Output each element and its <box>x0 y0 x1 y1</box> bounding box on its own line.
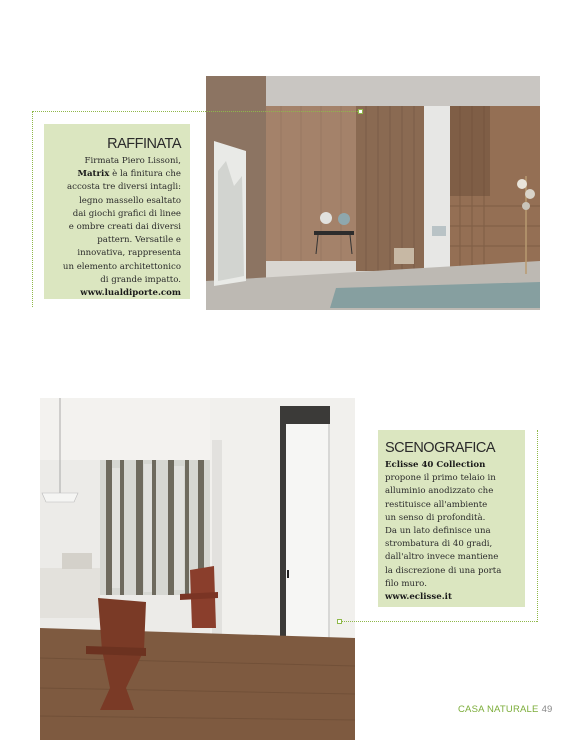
page-footer <box>458 704 553 715</box>
body-line: Firmata Piero Lissoni, <box>84 155 181 166</box>
lualdiporte-link[interactable]: www.lualdiporte.com <box>80 287 181 298</box>
body-line: pattern. Versatile e <box>97 235 181 246</box>
body-line: di grande impatto. <box>100 274 181 285</box>
body-line: accosta tre diversi intagli: <box>67 182 181 193</box>
body-line: alluminio anodizzato che <box>385 486 494 497</box>
connector-line <box>340 621 537 622</box>
connector-line <box>32 111 360 112</box>
scenografica-body <box>385 459 519 604</box>
body-line: e ombre creati dai diversi <box>68 221 181 232</box>
connector-dot <box>337 619 342 624</box>
product-name-matrix: Matrix <box>77 169 110 180</box>
body-line: dai giochi grafici di linee <box>72 208 181 219</box>
connector-line <box>32 111 33 307</box>
body-line: propone il primo telaio in <box>385 473 496 484</box>
body-line: legno massello esaltato <box>79 195 181 206</box>
scenografica-text-box <box>378 430 525 607</box>
product-name-eclisse: Eclisse 40 Collection <box>385 459 486 470</box>
magazine-name: CASA NATURALE <box>458 704 539 715</box>
body-line: un senso di profondità. <box>385 512 486 523</box>
connector-line <box>537 430 538 622</box>
body-line: la discrezione di una porta <box>385 565 502 576</box>
body-line: Da un lato definisce una <box>385 525 491 536</box>
connector-dot <box>358 109 363 114</box>
page-number: 49 <box>541 704 553 715</box>
body-line: filo muro. <box>385 578 427 589</box>
body-line: innovativa, rappresenta <box>77 248 181 259</box>
raffinata-title: RAFFINATA <box>107 136 181 152</box>
raffinata-text-box <box>44 124 190 299</box>
body-line: restituisce all'ambiente <box>385 499 488 510</box>
body-line: è la finitura che <box>109 169 181 180</box>
body-line: un elemento architettonico <box>62 261 181 272</box>
body-line: dall'altro invece mantiene <box>385 552 499 563</box>
body-line: strombatura di 40 gradi, <box>385 539 493 550</box>
raffinata-body <box>50 155 181 300</box>
eclisse-door-photo <box>40 398 355 740</box>
eclisse-link[interactable]: www.eclisse.it <box>385 591 452 602</box>
scenografica-title: SCENOGRAFICA <box>385 440 496 456</box>
